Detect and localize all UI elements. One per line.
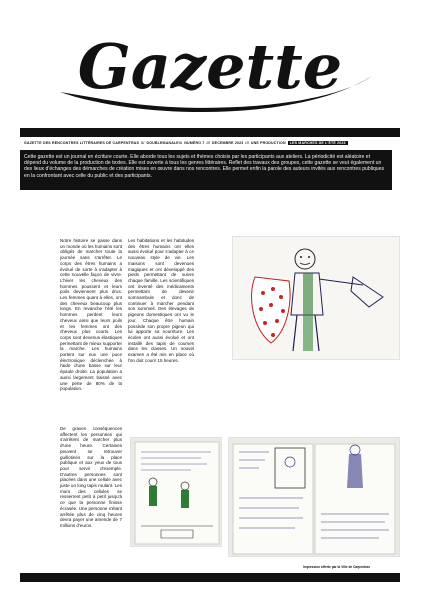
dateline-production: UNE PRODUCTION <box>250 141 286 145</box>
notebook-right-image <box>229 438 400 557</box>
notebook-left-image <box>131 438 222 547</box>
illustration-notebook-left <box>130 437 222 547</box>
intro-text: Cette gazette est un journal en écriture courte. Elle aborde tous les sujets et thèmes choisis par les participants aux ateliers. La périodicité est aléatoire et dépend du volume de la production de textes. Elle est ouverte à tous les genres littéraires. Reflet des travaux des groupes, cette gazette se veut également un des lieux d'échanges des démarches de création mises en œuvre dans nos rencontres. Elle permet enfin la parole des auteurs invités aux rencontres publiques en la confrontant avec celle du public et des participants. <box>24 154 384 179</box>
bottom-rule <box>20 573 400 582</box>
illustration-notebook-right <box>228 437 400 557</box>
article-column-1: Notre histoire se passe dans un monde où les humains sont obligés de marcher toute la journée sans s'arrêter. Le corps des êtres humains a évolué de sorte à s'adapter à cette nouvelle façon de vivre. L'hiver les cheveux des hommes poussent et leurs poils deviennent plus drus. Les femmes quant à elles, ont des cheveux beaucoup plus longs. En revanche l'été les hommes perdent leurs cheveux ainsi que leurs poils et les femmes ont des cheveux plus courts. Les corps sont devenus élastiques permettant de mieux supporter la marche. Les humains portent sur eux une puce électronique déclenchée à l'aide d'une basse sur leur épaule droite. La population a aussi largement baissé avec une perte de 80% de la population. <box>60 238 122 392</box>
top-rule <box>20 128 400 137</box>
dateline-frequency: DOUBLEMANALE/// <box>146 141 183 145</box>
article-column-1-continued: De graves conséquences affectent les personnes qui s'arrêtent de marcher plus d'une heure. Certaines peuvent se retrouver guillotinés sur la place publique et aux yeux de tous pour servir d'exemple. D'autres personnes sont placées dans une cellule avec juste un long tapis roulant. Les murs des cellules se resserrent petit à petit jusqu'à ce que la personne finisse écrasée. Une personne s'étant arrêtée plus de cinq heures devra payer une amende de 7 millions d'euros. <box>60 426 122 528</box>
dateline-separator: /// <box>245 141 249 145</box>
drawing-figure-image <box>233 237 400 360</box>
dateline-publication: GAZETTE DES RENCONTRES LITTÉRAIRES DE CARPENTRAS <box>24 141 140 145</box>
masthead-logo <box>0 14 421 124</box>
print-credit: Impression offerte par la Ville de Carpentras <box>303 565 370 569</box>
dateline <box>24 139 400 147</box>
masthead-title: Gazette <box>77 30 343 103</box>
dateline-number: NUMÉRO 7 <box>184 141 205 145</box>
masthead <box>0 14 421 124</box>
intro-box <box>20 150 392 190</box>
illustration-drawing-figure <box>232 236 400 360</box>
dateline-separator: /// <box>206 141 210 145</box>
dateline-date: DÉCEMBRE 2023 <box>211 141 244 145</box>
article-column-2: Les habitations et les habitudes des êtres humains ont elles aussi évolué pour s'adapter à ce nouveau style de vie. Les maisons sont devenues magiques et ont développé des pieds permettant de suivre chaque famille. Les scientifiques ont inventé des médicaments permettant de devenir somnambule et donc de continuer à marcher pendant son sommeil. Des élevages de pigeons domestiques ont vu le jour. Chaque être humain possède son propre pigeon qui lui apporte sa nourriture. Les écoles ont aussi évolué et ont installé des tapis de courses dans les classes. Un nouvel examen a été mis en place où l'on doit courir 15 heures. <box>128 238 194 363</box>
dateline-producer-tag: LES MARCHES DE L'ÉTÉ 2023 <box>289 141 346 145</box>
dateline-separator: /// <box>141 141 145 145</box>
